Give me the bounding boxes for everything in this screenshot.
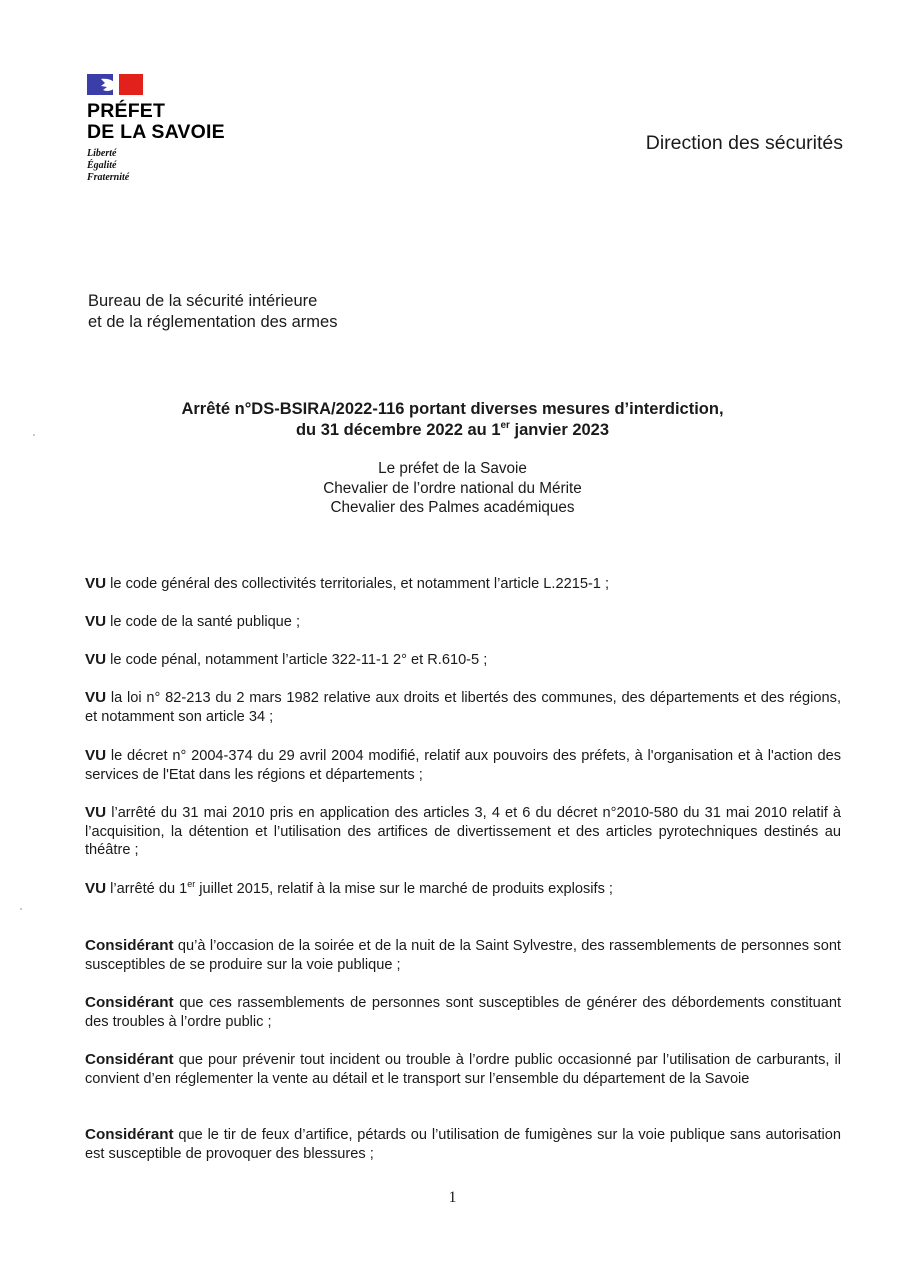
vu-keyword: VU (85, 651, 107, 668)
prefect-signature-block (0, 459, 905, 518)
considerant-text: que ces rassemblements de personnes sont susceptibles de générer des débordements constituant des troubles à l’ordre public ; (85, 995, 841, 1030)
republic-motto (87, 148, 225, 184)
considerant-text: que pour prévenir tout incident ou trouble à l’ordre public occasionné par l’utilisation de carburants, il convient d’en réglementer la vente au détail et le transport sur l’ensemble du département de la Savoie (85, 1052, 841, 1087)
institution-line-2: DE LA SAVOIE (87, 121, 225, 143)
considerant-text: qu’à l’occasion de la soirée et de la nuit de la Saint Sylvestre, des rassemblements de personnes sont susceptibles de se produire sur la voie publique ; (85, 938, 841, 973)
vu-paragraph (85, 804, 841, 860)
vu-text: le code de la santé publique ; (106, 614, 301, 630)
considerant-keyword: Considérant (85, 1126, 174, 1143)
vu-text: le code général des collectivités territoriales, et notamment l’article L.2215-1 ; (106, 576, 610, 592)
marianne-flag-icon (87, 74, 143, 95)
institution-name (87, 101, 225, 143)
scan-speck (20, 908, 22, 910)
vu-keyword: VU (85, 613, 107, 630)
vu-paragraph (85, 651, 841, 670)
bureau-line-1: Bureau de la sécurité intérieure (88, 292, 318, 310)
vu-keyword: VU (85, 880, 107, 897)
institution-line-1: PRÉFET (87, 100, 166, 122)
vu-paragraph (85, 613, 841, 632)
prefecture-logo (87, 74, 225, 184)
vu-text: le code pénal, notamment l’article 322-11-1 2° et R.610-5 ; (106, 652, 488, 668)
motto-egalite: Égalité (87, 160, 117, 171)
vu-keyword: VU (85, 689, 107, 706)
considerant-paragraph (85, 994, 841, 1031)
vu-text: le décret n° 2004-374 du 29 avril 2004 modifié, relatif aux pouvoirs des préfets, à l'organisation et à l'action des services de l'Etat dans les régions et départements ; (85, 748, 841, 783)
vu-keyword: VU (85, 747, 107, 764)
title-line-2 (0, 420, 905, 441)
considerant-keyword: Considérant (85, 937, 174, 954)
bureau-line-2: et de la réglementation des armes (88, 313, 338, 331)
bureau-heading (88, 291, 337, 333)
considerant-keyword: Considérant (85, 994, 174, 1011)
considerant-paragraph (85, 1051, 841, 1088)
title-date-start: du 31 décembre 2022 au 1 (295, 421, 501, 439)
direction-heading: Direction des sécurités (645, 132, 843, 154)
prefect-line-1: Le préfet de la Savoie (378, 460, 527, 477)
vu-paragraph (85, 747, 841, 784)
vu-superscript: er (187, 879, 196, 889)
considerant-paragraph (85, 1126, 841, 1163)
prefect-line-2: Chevalier de l’ordre national du Mérite (323, 479, 582, 497)
arrete-title (0, 399, 905, 441)
scan-speck (33, 434, 35, 436)
vu-paragraph (85, 689, 841, 726)
vu-keyword: VU (85, 575, 107, 592)
considerant-paragraph (85, 937, 841, 974)
page-number: 1 (448, 1189, 457, 1206)
motto-liberte: Liberté (87, 148, 117, 159)
vu-text: juillet 2015, relatif à la mise sur le marché de produits explosifs ; (195, 881, 613, 897)
motto-fraternite: Fraternité (87, 172, 130, 183)
considerant-keyword: Considérant (85, 1051, 174, 1068)
title-date-end: janvier 2023 (509, 421, 610, 439)
vu-text: l’arrêté du 31 mai 2010 pris en application des articles 3, 4 et 6 du décret n°2010-580 du 31 mai 2010 relatif à l’acquisition, la détention et l’utilisation des artifices de divertissement et des articles pyrotechniques destinés au théâtre ; (85, 805, 841, 859)
title-superscript: er (500, 420, 510, 431)
vu-paragraph (85, 880, 841, 899)
title-line-1: Arrêté n°DS-BSIRA/2022-116 portant diverses mesures d’interdiction, (181, 400, 724, 418)
vu-text: la loi n° 82-213 du 2 mars 1982 relative aux droits et libertés des communes, des départements et des régions, et notamment son article 34 ; (85, 690, 841, 725)
vu-keyword: VU (85, 804, 107, 821)
prefect-line-3: Chevalier des Palmes académiques (330, 499, 575, 516)
vu-text: l’arrêté du 1 (106, 881, 188, 897)
vu-paragraph (85, 575, 841, 594)
considerant-text: que le tir de feux d’artifice, pétards ou l’utilisation de fumigènes sur la voie publique sans autorisation est susceptible de provoquer des blessures ; (85, 1127, 841, 1162)
